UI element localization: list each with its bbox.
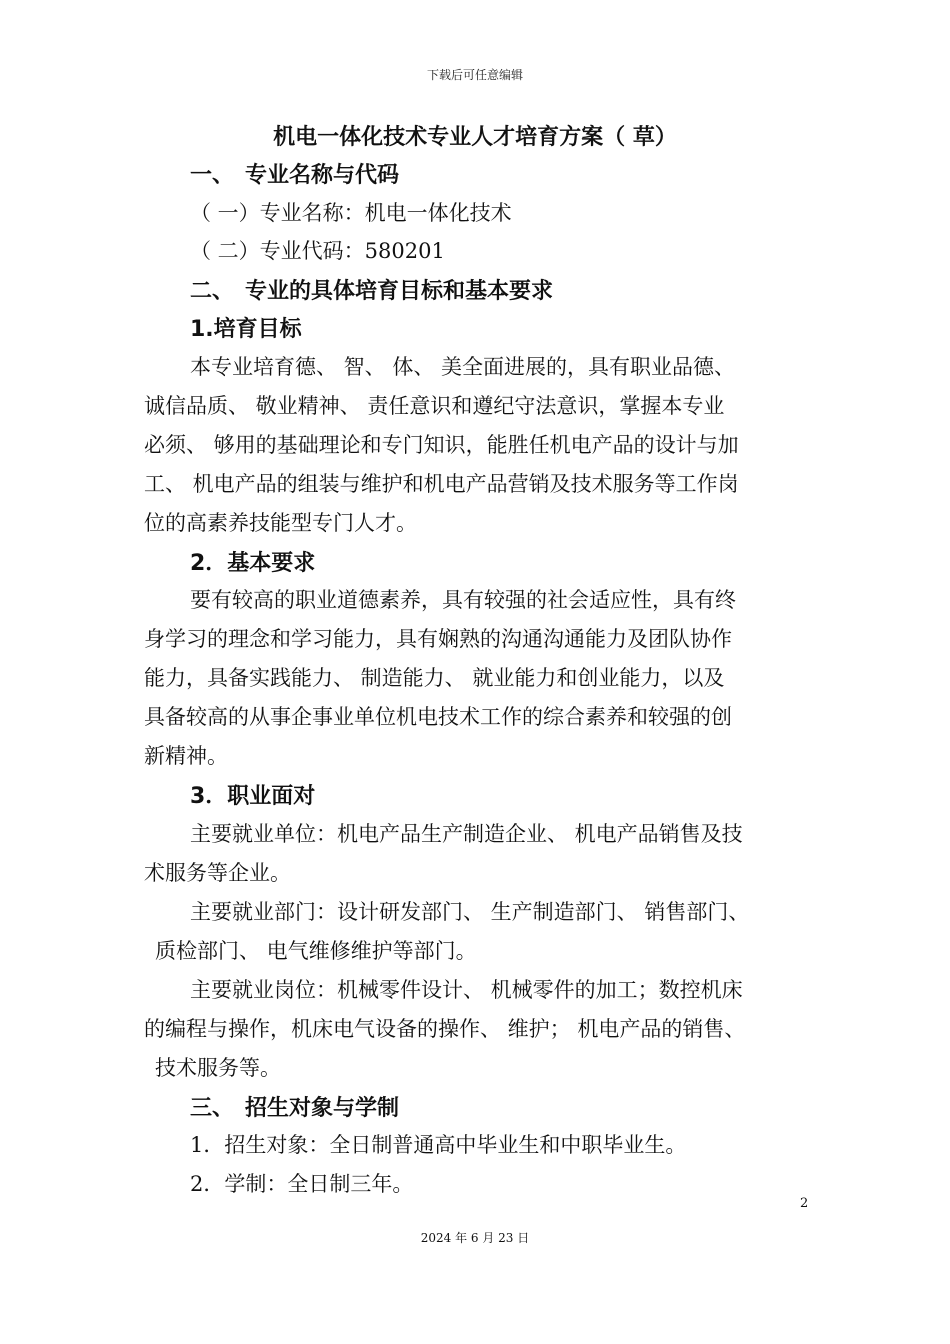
paragraph-line: 的编程与操作，机床电气设备的操作、 维护； 机电产品的销售、 bbox=[144, 1017, 746, 1041]
paragraph-line: 主要就业单位：机电产品生产制造企业、 机电产品销售及技 bbox=[190, 822, 743, 846]
major-code: （ 二）专业代码：580201 bbox=[190, 239, 445, 263]
page-footer-date: 2024 年 6 月 23 日 bbox=[420, 1231, 530, 1245]
enrollment-target: 1．招生对象：全日制普通高中毕业生和中职毕业生。 bbox=[190, 1133, 687, 1157]
section-2-heading: 二、 专业的具体培育目标和基本要求 bbox=[190, 279, 554, 304]
paragraph-line: 质检部门、 电气维修维护等部门。 bbox=[155, 939, 477, 963]
paragraph-line: 主要就业部门：设计研发部门、 生产制造部门、 销售部门、 bbox=[190, 900, 750, 924]
paragraph-line: 具备较高的从事企事业单位机电技术工作的综合素养和较强的创 bbox=[144, 705, 732, 729]
paragraph-line: 主要就业岗位：机械零件设计、 机械零件的加工；数控机床 bbox=[190, 978, 743, 1002]
document-title: 机电一体化技术专业人才培育方案（ 草） bbox=[273, 125, 677, 150]
paragraph-line: 位的高素养技能型专门人才。 bbox=[144, 511, 417, 535]
paragraph-line: 新精神。 bbox=[144, 744, 228, 768]
major-name: （ 一）专业名称：机电一体化技术 bbox=[190, 201, 512, 225]
paragraph-line: 诚信品质、 敬业精神、 责任意识和遵纪守法意识，掌握本专业 bbox=[144, 394, 725, 418]
section-3-heading: 三、 招生对象与学制 bbox=[190, 1096, 400, 1121]
paragraph-line: 工、 机电产品的组装与维护和机电产品营销及技术服务等工作岗 bbox=[144, 472, 739, 496]
goal-heading: 1.培育目标 bbox=[190, 317, 302, 342]
paragraph-line: 必须、 够用的基础理论和专门知识，能胜任机电产品的设计与加 bbox=[144, 433, 739, 457]
section-1-heading: 一、 专业名称与代码 bbox=[190, 163, 400, 188]
paragraph-line: 能力，具备实践能力、 制造能力、 就业能力和创业能力，以及 bbox=[144, 666, 725, 690]
paragraph-line: 要有较高的职业道德素养，具有较强的社会适应性，具有终 bbox=[190, 588, 736, 612]
career-heading: 3．职业面对 bbox=[190, 784, 316, 809]
paragraph-line: 技术服务等。 bbox=[155, 1056, 281, 1080]
requirements-heading: 2．基本要求 bbox=[190, 551, 316, 576]
page-header: 下载后可任意编辑 bbox=[426, 68, 523, 82]
paragraph-line: 身学习的理念和学习能力，具有娴熟的沟通沟通能力及团队协作 bbox=[144, 627, 732, 651]
page-number: 2 bbox=[800, 1196, 809, 1211]
paragraph-line: 本专业培育德、 智、 体、 美全面进展的，具有职业品德、 bbox=[190, 355, 736, 379]
paragraph-line: 术服务等企业。 bbox=[144, 861, 291, 885]
study-duration: 2．学制：全日制三年。 bbox=[190, 1172, 414, 1196]
